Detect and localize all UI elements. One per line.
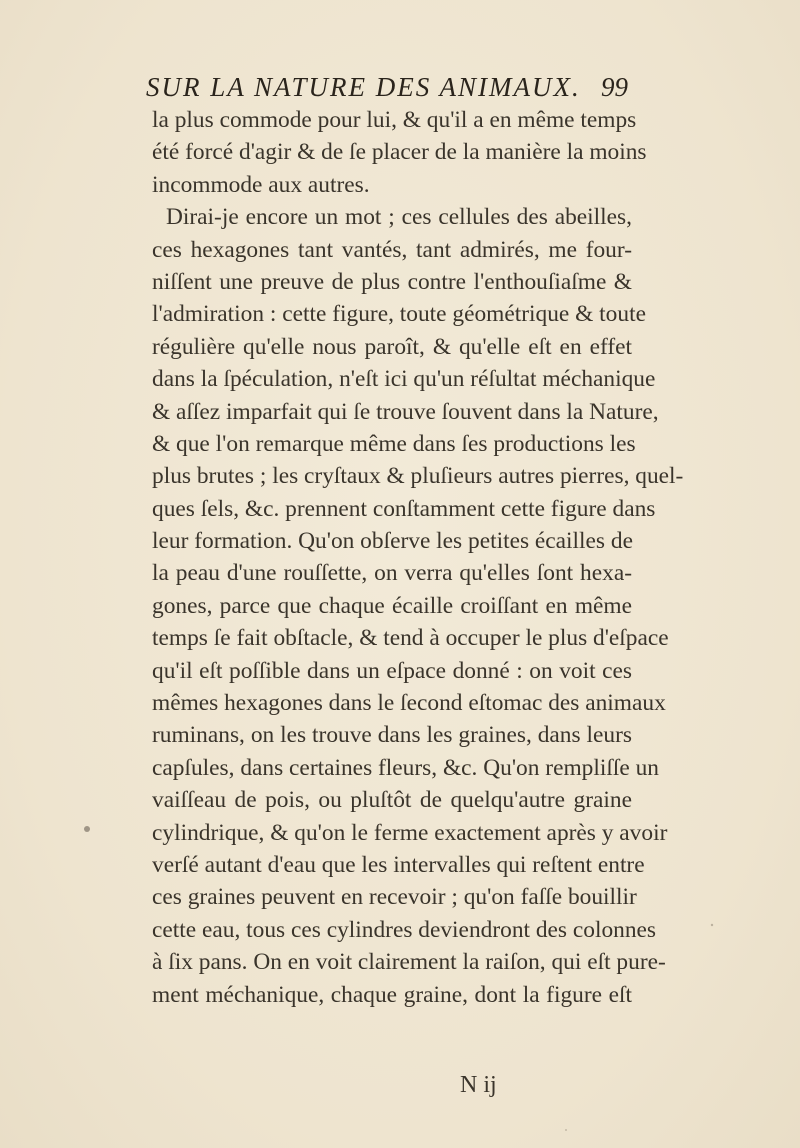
speck-mark	[711, 924, 713, 926]
text-line: cette eau, tous ces cylindres deviendront des colonnes	[152, 916, 657, 943]
signature-mark: N ij	[460, 1072, 497, 1098]
body-text	[152, 104, 684, 1011]
text-line: la peau d'une rouſſette, on verra qu'elles ſont hexa-	[152, 560, 632, 587]
text-line: qu'il eſt poſſible dans un eſpace donné : on voit ces	[152, 657, 632, 684]
speck-mark	[84, 826, 90, 832]
text-line: Dirai-je encore un mot ; ces cellules des abeilles,	[166, 204, 632, 231]
text-line: la plus commode pour lui, & qu'il a en même temps	[152, 107, 637, 133]
speck-mark	[565, 1129, 567, 1131]
text-line: été forcé d'agir & de ſe placer de la manière la moins	[152, 139, 647, 166]
text-line: leur formation. Qu'on obſerve les petites écailles de	[152, 528, 633, 555]
text-line: ces hexagones tant vantés, tant admirés, me four-	[152, 236, 632, 263]
text-line: ment méchanique, chaque graine, dont la figure eſt	[152, 981, 632, 1008]
text-line: & aſſez imparfait qui ſe trouve ſouvent dans la Nature,	[152, 398, 659, 425]
text-line: cylindrique, & qu'on le ferme exactement après y avoir	[152, 819, 668, 846]
text-line: dans la ſpéculation, n'eſt ici qu'un réſultat méchanique	[152, 366, 656, 393]
text-line: niſſent une preuve de plus contre l'enthouſiaſme &	[152, 268, 632, 295]
text-line: incommode aux autres.	[152, 171, 370, 198]
text-line: vaiſſeau de pois, ou pluſtôt de quelqu'autre graine	[152, 787, 632, 814]
text-line: régulière qu'elle nous paroît, & qu'elle eſt en effet	[152, 333, 632, 360]
text-line: mêmes hexagones dans le ſecond eſtomac des animaux	[152, 690, 666, 717]
text-line: capſules, dans certaines fleurs, &c. Qu'on rempliſſe un	[152, 754, 659, 781]
text-line: plus brutes ; les cryſtaux & pluſieurs autres pierres, quel-	[152, 463, 684, 490]
text-line: temps ſe fait obſtacle, & tend à occuper le plus d'eſpace	[152, 625, 669, 652]
text-line: & que l'on remarque même dans ſes productions les	[152, 430, 636, 457]
text-line: ruminans, on les trouve dans les graines, dans leurs	[152, 722, 632, 749]
running-title: SUR LA NATURE DES ANIMAUX.	[146, 72, 581, 102]
text-line: gones, parce que chaque écaille croiſſant en même	[152, 592, 632, 619]
text-line: verſé autant d'eau que les intervalles qui reſtent entre	[152, 851, 645, 878]
page-number: 99	[601, 72, 628, 102]
text-line: ces graines peuvent en recevoir ; qu'on faſſe bouillir	[152, 884, 637, 911]
text-line: ques ſels, &c. prennent conſtamment cette figure dans	[152, 495, 656, 522]
text-line: à ſix pans. On en voit clairement la raiſon, qui eſt pure-	[152, 949, 666, 976]
text-line: l'admiration : cette figure, toute géométrique & toute	[152, 301, 646, 328]
